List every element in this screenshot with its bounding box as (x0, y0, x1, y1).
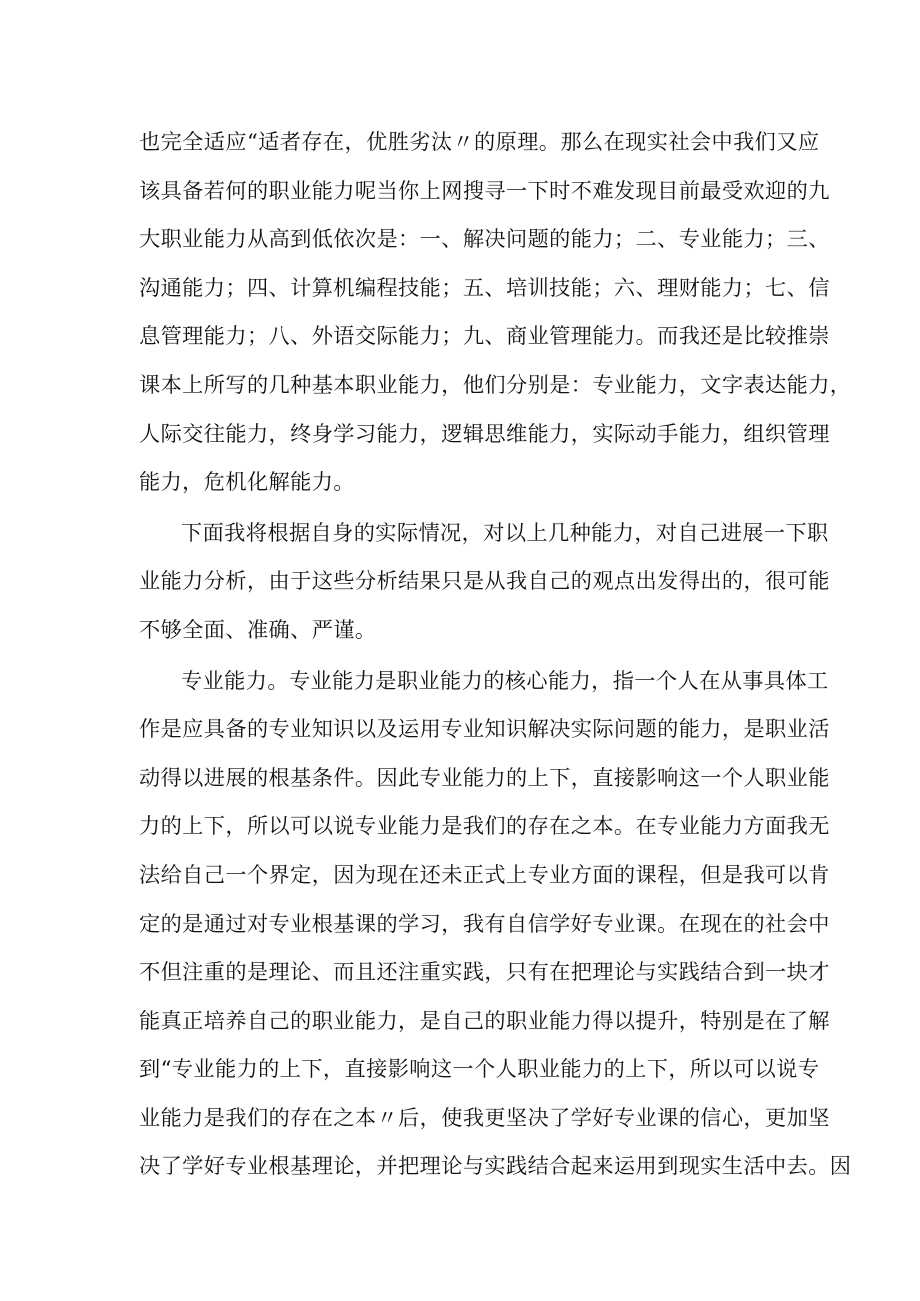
text-line: 大职业能力从高到低依次是：一、解决问题的能力；二、专业能力；三、 (139, 226, 830, 252)
text-line: 能真正培养自己的职业能力，是自己的职业能力得以提升，特别是在了解 (139, 1007, 830, 1033)
text-line: 课本上所写的几种基本职业能力，他们分别是：专业能力，文字表达能力， (139, 371, 852, 397)
paragraph-1 (139, 118, 852, 507)
text-line: 不够全面、准确、严谨。 (139, 616, 377, 642)
text-line: 法给自己一个界定，因为现在还未正式上专业方面的课程，但是我可以肯 (139, 861, 830, 887)
text-line: 作是应具备的专业知识以及运用专业知识解决实际问题的能力，是职业活 (139, 716, 830, 742)
text-line: 能力，危机化解能力。 (139, 469, 355, 495)
text-line: 决了学好专业根基理论，并把理论与实践结合起来运用到现实生活中去。因 (139, 1153, 852, 1179)
text-line: 也完全适应“适者存在，优胜劣汰〃的原理。那么在现实社会中我们又应 (139, 129, 820, 154)
text-line: 到“专业能力的上下，直接影响这一个人职业能力的上下，所以可以说专 (139, 1056, 820, 1082)
document-body (139, 118, 852, 1191)
text-line: 专业能力。专业能力是职业能力的核心能力，指一个人在从事具体工 (181, 667, 829, 693)
paragraph-2 (139, 509, 830, 655)
text-line: 业能力分析，由于这些分析结果只是从我自己的观点出发得出的，很可能 (139, 568, 830, 594)
text-line: 定的是通过对专业根基课的学习，我有自信学好专业课。在现在的社会中 (139, 910, 830, 936)
paragraph-3 (139, 657, 852, 1192)
text-line: 业能力是我们的存在之本〃后，使我更坚决了学好专业课的信心，更加坚 (139, 1104, 830, 1130)
text-line: 下面我将根据自身的实际情况，对以上几种能力，对自己进展一下职 (181, 519, 829, 545)
text-line: 动得以进展的根基条件。因此专业能力的上下，直接影响这一个人职业能 (139, 764, 830, 790)
text-line: 息管理能力；八、外语交际能力；九、商业管理能力。而我还是比较推崇 (139, 323, 830, 349)
text-line: 沟通能力；四、计算机编程技能；五、培训技能；六、理财能力；七、信 (139, 274, 830, 300)
text-line: 不但注重的是理论、而且还注重实践，只有在把理论与实践结合到一块才 (139, 959, 830, 985)
text-line: 力的上下，所以可以说专业能力是我们的存在之本。在专业能力方面我无 (139, 813, 830, 839)
text-line: 该具备若何的职业能力呢当你上网搜寻一下时不难发现目前最受欢迎的九 (139, 177, 830, 203)
text-line: 人际交往能力，终身学习能力，逻辑思维能力，实际动手能力，组织管理 (139, 420, 830, 446)
